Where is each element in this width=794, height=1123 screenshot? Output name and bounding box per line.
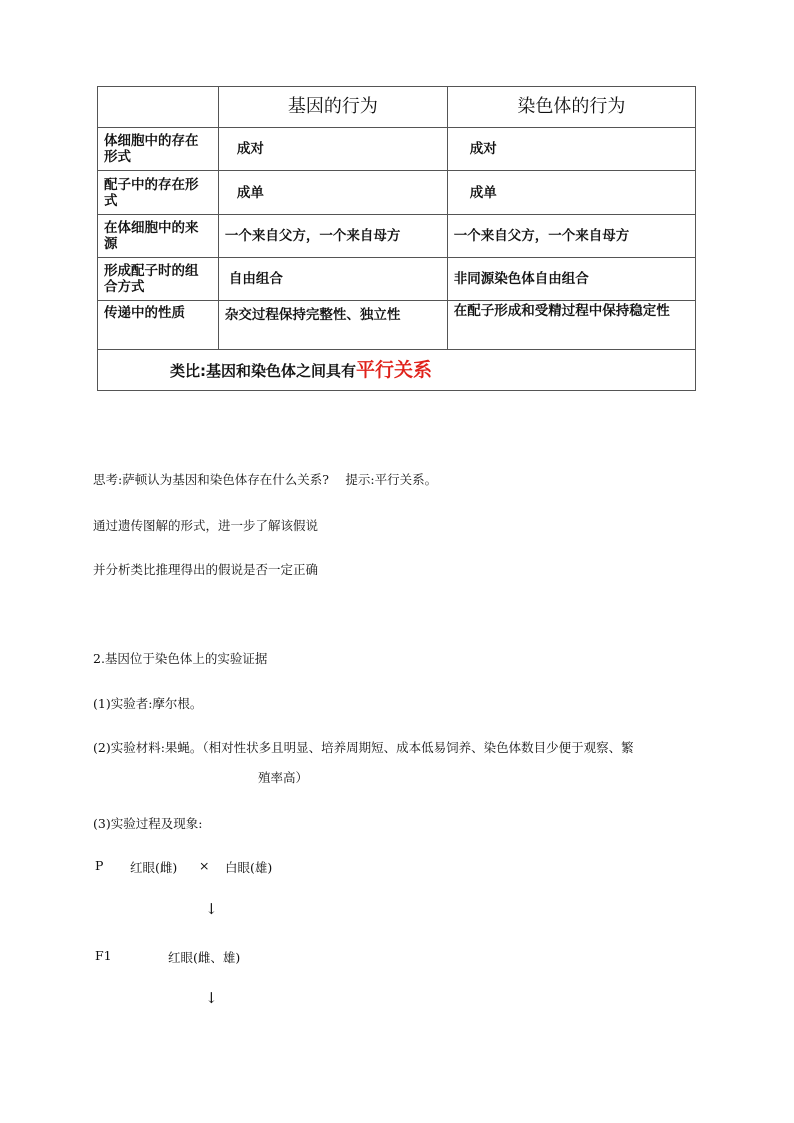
table-header-row <box>98 87 696 128</box>
cross-p-male: 白眼(雄) <box>225 860 273 875</box>
table-row <box>98 301 696 350</box>
cross-p-female: 红眼(雌) <box>130 860 178 875</box>
summary-cell <box>98 350 696 391</box>
gene-cell: 成单 <box>218 171 447 215</box>
gene-cell: 成对 <box>218 128 447 171</box>
cross-arrow-2: ↓ <box>205 989 218 1007</box>
paragraph-analogy-hint: 并分析类比推理得出的假说是否一定正确 <box>93 562 319 577</box>
chromosome-cell: 一个来自父方，一个来自母方 <box>447 215 695 258</box>
gene-cell: 一个来自父方，一个来自母方 <box>218 215 447 258</box>
cross-times-symbol: × <box>199 858 210 873</box>
table-header-gene: 基因的行为 <box>218 87 447 128</box>
row-label: 在体细胞中的来源 <box>98 215 219 258</box>
table-summary-row <box>98 350 696 391</box>
section-heading: 2.基因位于染色体上的实验证据 <box>93 651 268 666</box>
table-row <box>98 215 696 258</box>
summary-highlight: 平行关系 <box>356 358 433 381</box>
gene-cell: 自由组合 <box>218 258 447 301</box>
list-item-material-line1: (2)实验材料:果蝇。（相对性状多且明显、培养周期短、成本低易饲养、染色体数目少便于观察、繁 <box>93 740 634 755</box>
table-row <box>98 258 696 301</box>
gene-cell: 杂交过程保持完整性、独立性 <box>218 301 447 350</box>
cross-p-label: P <box>95 858 104 873</box>
row-label: 体细胞中的存在形式 <box>98 128 219 171</box>
row-label: 形成配子时的组合方式 <box>98 258 219 301</box>
table-row <box>98 128 696 171</box>
chromosome-cell: 非同源染色体自由组合 <box>447 258 695 301</box>
chromosome-cell: 成单 <box>447 171 695 215</box>
gene-chromosome-comparison-table <box>97 86 696 391</box>
cross-arrow-1: ↓ <box>205 900 218 918</box>
row-label: 配子中的存在形式 <box>98 171 219 215</box>
list-item-material-line2: 殖率高） <box>258 770 309 785</box>
paragraph-diagram-hint: 通过遗传图解的形式，进一步了解该假说 <box>93 518 319 533</box>
chromosome-cell: 成对 <box>447 128 695 171</box>
summary-prefix: 类比:基因和染色体之间具有 <box>170 361 356 380</box>
chromosome-cell: 在配子形成和受精过程中保持稳定性 <box>447 301 695 350</box>
think-question: 思考:萨顿认为基因和染色体存在什么关系? 提示:平行关系。 <box>93 472 438 487</box>
row-label: 传递中的性质 <box>98 301 219 350</box>
cross-f1-text: 红眼(雌、雄) <box>168 950 241 965</box>
table-header-empty <box>98 87 219 128</box>
table-header-chromosome: 染色体的行为 <box>447 87 695 128</box>
table-row <box>98 171 696 215</box>
cross-f1-label: F1 <box>95 948 112 963</box>
list-item-process: (3)实验过程及现象: <box>93 816 203 831</box>
list-item-experimenter: (1)实验者:摩尔根。 <box>93 696 203 711</box>
